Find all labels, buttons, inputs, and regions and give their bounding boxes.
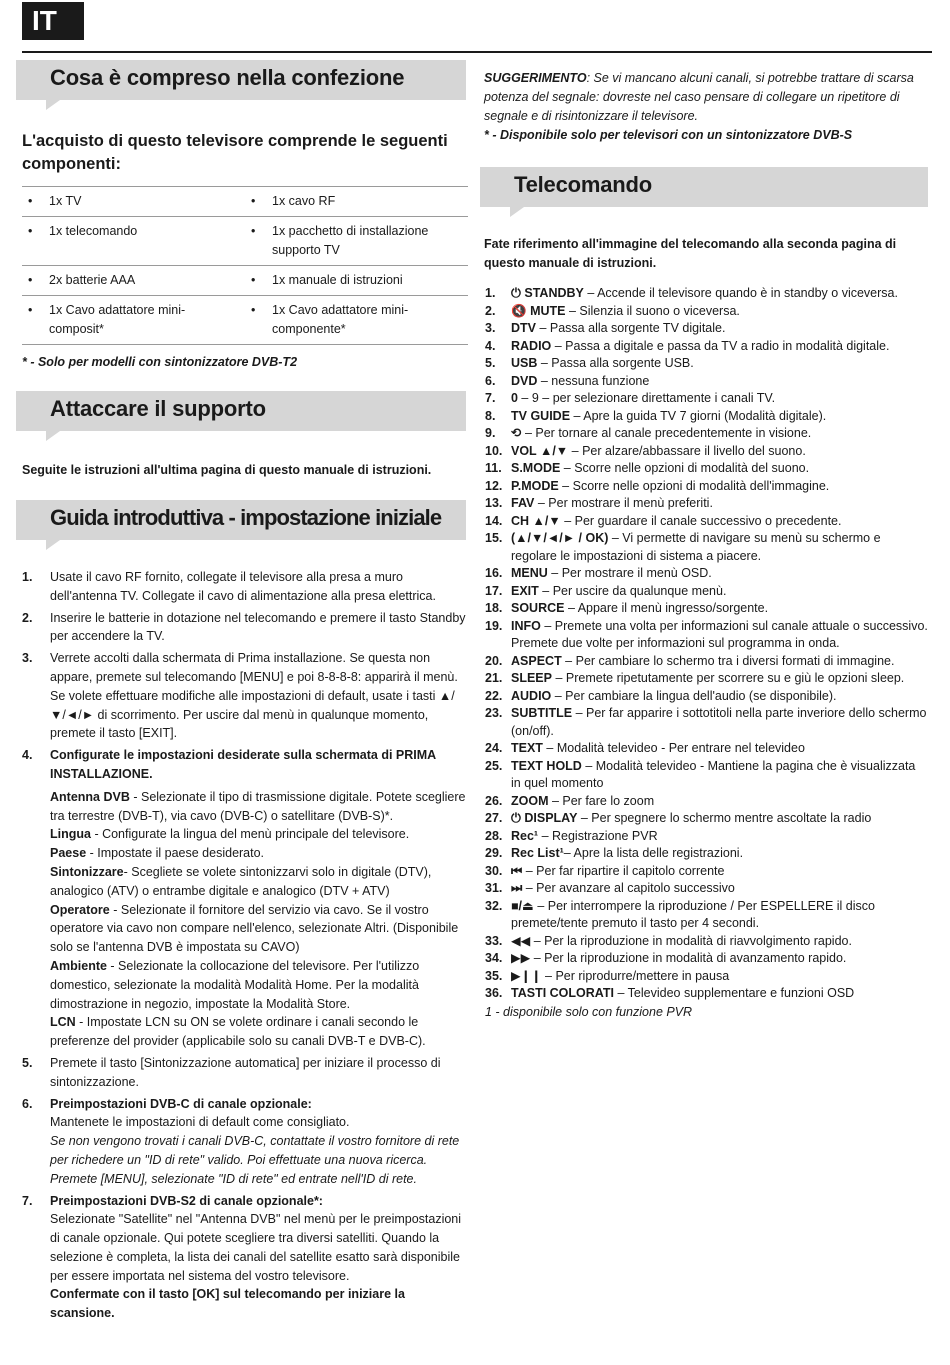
list-item: 6. Preimpostazioni DVB-C di canale opzionale: Mantenete le impostazioni di default come consigliato. Se non vengono trovati i canali DVB-C, contattate il vostro fornitore di rete per richedere un "ID di rete" valido. Poi effettuate una nuova ricerca. Premete [MENU], selezionate "ID di rete" ed entrate nell'ID di rete.	[22, 1096, 460, 1186]
remote-key-item: 7. 0 – 9 – per selezionare direttamente i canali TV.	[485, 391, 776, 405]
remote-key-icon: ◀◀	[511, 933, 531, 948]
remote-key-icon: ⏻	[511, 811, 521, 825]
remote-keys-list	[480, 285, 928, 1003]
remote-key-icon: ⏭	[511, 881, 523, 895]
table-row: • 1x Cavo adattatore mini-composit* • 1x Cavo adattatore mini-componente*	[22, 296, 468, 345]
left-column	[16, 60, 466, 1326]
table-row: • 2x batterie AAA • 1x manuale di istruzioni	[22, 266, 468, 296]
remote-key-icon: ■/⏏	[511, 898, 534, 913]
list-item: 2. Inserire le batterie in dotazione nel telecomando e premere il tasto Standby per accendere la TV.	[22, 610, 466, 644]
list-item: 5. Premete il tasto [Sintonizzazione automatica] per iniziare il processo di sintonizzazione.	[22, 1055, 441, 1089]
section-title: Cosa è compreso nella confezione	[50, 65, 405, 90]
box-note: * - Solo per modelli con sintonizzatore DVB-T2	[22, 355, 298, 369]
remote-key-item: 32. ■/⏏ – Per interrompere la riproduzione / Per ESPELLERE il disco premete/tente premuto il tasto per 4 secondi.	[485, 898, 875, 930]
box-lead: L'acquisto di questo televisore comprende le seguenti componenti:	[22, 132, 448, 173]
remote-key-icon: ⏻	[511, 286, 521, 300]
remote-key-item: 33. ◀◀ – Per la riproduzione in modalità di riavvolgimento rapido.	[480, 933, 928, 951]
remote-key-item: 12. P.MODE – Scorre nelle opzioni di modalità dell'immagine.	[485, 478, 830, 493]
remote-key-item: 20. ASPECT – Per cambiare lo schermo tra i diversi formati di immagine.	[485, 653, 895, 668]
remote-key-item: 24. TEXT – Modalità televideo - Per entrare nel televideo	[485, 741, 805, 755]
section-stand-header	[16, 391, 466, 431]
section-title: Attaccare il supporto	[50, 396, 266, 421]
remote-key-item: 28. Rec¹ – Registrazione PVR	[485, 828, 658, 843]
remote-key-item: 5. USB – Passa alla sorgente USB.	[485, 356, 694, 370]
remote-key-item: 1. ⏻ STANDBY – Accende il televisore quando è in standby o viceversa.	[480, 285, 928, 303]
remote-key-item: 23. SUBTITLE – Per far apparire i sottotitoli nella parte inveriore dello schermo (on/off).	[485, 706, 927, 738]
table-row: • 1x telecomando • 1x pacchetto di installazione supporto TV	[22, 217, 468, 266]
remote-key-item: 17. EXIT – Per uscire da qualunque menù.	[485, 583, 727, 598]
section-title: Guida introduttiva - impostazione iniziale	[50, 505, 442, 530]
remote-key-item: 26. ZOOM – Per fare lo zoom	[485, 793, 655, 808]
remote-key-item: 21. SLEEP – Premete ripetutamente per scorrere su e giù le opzioni sleep.	[485, 671, 905, 685]
remote-key-item: 8. TV GUIDE – Apre la guida TV 7 giorni (Modalità digitale).	[485, 408, 827, 423]
remote-key-item: 36. TASTI COLORATI – Televideo supplementare e funzioni OSD	[485, 986, 855, 1000]
section-box-header	[16, 60, 466, 100]
stand-text: Seguite le istruzioni all'ultima pagina di questo manuale di istruzioni.	[22, 463, 432, 477]
section-title: Telecomando	[514, 172, 652, 197]
remote-key-item: 25. TEXT HOLD – Modalità televideo - Mantiene la pagina che è visualizzata in quel momento	[485, 758, 916, 790]
remote-key-icon: ⏮	[511, 863, 523, 878]
list-item: 1. Usate il cavo RF fornito, collegate il televisore alla presa a muro dell'antenna TV. Collegate il cavo di alimentazione alla presa elettrica.	[22, 570, 436, 603]
remote-key-item: 11. S.MODE – Scorre nelle opzioni di modalità del suono.	[485, 461, 810, 475]
right-column	[480, 60, 928, 1019]
list-item: 3. Verrete accolti dalla schermata di Prima installazione. Se questa non appare, premete sul telecomando [MENU] e poi 8-8-8-8: apparirà il menù. Se volete effettuare modifiche alle impostazioni di default, usate i tasti ▲/▼/◄/► di scorrimento. Per uscire dal menù in qualunque momento, premete il tasto [EXIT].	[22, 651, 458, 741]
table-row: • 1x TV • 1x cavo RF	[22, 187, 468, 217]
remote-key-item: 30. ⏮ – Per far ripartire il capitolo corrente	[480, 863, 928, 881]
remote-key-item: 31. ⏭ – Per avanzare al capitolo successivo	[480, 880, 928, 898]
remote-key-item: 16. MENU – Per mostrare il menù OSD.	[485, 566, 712, 580]
setup-steps	[16, 568, 466, 1323]
remote-key-item: 15. (▲/▼/◄/► / OK) – Vi permette di navigare su menù su schermo e regolare le impostazioni di sistema a piacere.	[485, 531, 881, 563]
remote-key-item: 18. SOURCE – Appare il menù ingresso/sorgente.	[485, 601, 769, 615]
remote-key-item: 10. VOL ▲/▼ – Per alzare/abbassare il livello del suono.	[485, 443, 806, 458]
section-guide-header	[16, 500, 466, 540]
top-rule	[22, 51, 932, 53]
list-item: 7. Preimpostazioni DVB-S2 di canale opzionale*: Selezionate "Satellite" nel "Antenna DVB" nel menù per le preimpostazioni di canale opzionale. Qui potete scegliere tra diversi satelliti. Quando la selezione è completa, la lista dei canali del satellite esatto sarà disponibile per essere importata nel sistema del vostro televisore. Confermate con il tasto [OK] sul telecomando per iniziare la scansione.	[22, 1193, 462, 1321]
box-contents-table	[22, 186, 468, 345]
tip-paragraph: SUGGERIMENTO: Se vi mancano alcuni canali, si potrebbe trattare di scarsa potenza del segnale: dovreste nel caso pensare di collegare un ripetitore di segnale e di risintonizzare il televisore.	[484, 71, 914, 123]
remote-key-icon: ▶❙❙	[511, 968, 542, 983]
remote-key-item: 14. CH ▲/▼ – Per guardare il canale successivo o precedente.	[485, 513, 842, 528]
section-remote-header	[480, 167, 928, 207]
remote-key-icon: 🔇	[511, 303, 527, 318]
remote-key-item: 29. Rec List¹– Apre la lista delle registrazioni.	[485, 846, 744, 860]
remote-lead: Fate riferimento all'immagine del telecomando alla seconda pagina di questo manuale di istruzioni.	[484, 237, 897, 270]
tip-note: * - Disponibile solo per televisori con un sintonizzatore DVB-S	[484, 128, 853, 142]
language-badge: IT	[22, 2, 84, 40]
remote-key-item: 9. ⟲ – Per tornare al canale precedentemente in visione.	[480, 425, 928, 443]
remote-key-icon: ▶▶	[511, 951, 531, 965]
remote-key-item: 13. FAV – Per mostrare il menù preferiti.	[485, 496, 713, 510]
remote-key-item: 2. 🔇 MUTE – Silenzia il suono o viceversa.	[480, 303, 928, 321]
remote-key-item: 3. DTV – Passa alla sorgente TV digitale.	[485, 321, 726, 335]
remote-key-item: 19. INFO – Premete una volta per informazioni sul canale attuale o successivo. Premete due volte per informazioni sul programma in onda.	[485, 618, 928, 650]
remote-key-item: 35. ▶❙❙ – Per riprodurre/mettere in pausa	[480, 968, 928, 986]
remote-key-icon: ⟲	[511, 426, 522, 440]
remote-footnote: 1 - disponibile solo con funzione PVR	[485, 1004, 693, 1019]
remote-key-item: 34. ▶▶ – Per la riproduzione in modalità di avanzamento rapido.	[480, 950, 928, 968]
remote-key-item: 22. AUDIO – Per cambiare la lingua dell'audio (se disponibile).	[485, 688, 837, 703]
remote-key-item: 4. RADIO – Passa a digitale e passa da TV a radio in modalità digitale.	[485, 338, 890, 353]
remote-key-item: 6. DVD – nessuna funzione	[485, 373, 650, 388]
remote-key-item: 27. ⏻ DISPLAY – Per spegnere lo schermo mentre ascoltate la radio	[480, 810, 928, 828]
list-item: 4. Configurate le impostazioni desiderate sulla schermata di PRIMA INSTALLAZIONE. Antenna DVB - Selezionate il tipo di trasmissione digitale. Potete scegliere tra terrestre (DVB-T), via cavo (DVB-C) o satellitare (DVB-S)*. Lingua - Configurate la lingua del menù principale del televisore. Paese - Impostate il paese desiderato. Sintonizzare- Scegliete se volete sintonizzarvi solo in digitale (DTV), analogico (ATV) o entrambe digitale e analogico (DTV + ATV) Operatore - Selezionate il fornitore del servizio via cavo. Se il vostro operatore via cavo non compare nell'elenco, selezionate Altri. (Disponibile solo se l'antenna DVB è impostata su CAVO) Ambiente - Selezionate la collocazione del televisore. Per l'utilizzo domestico, selezionate la modalità Modalità Home. Per la modalità dimostrazione in negozio, impostate la Modalità Store. LCN - Impostate LCN su ON se volete ordinare i canali secondo le preferenze del provider (applicabile solo su canali DVB-T e DVB-C).	[16, 746, 466, 1051]
first-install-options: Antenna DVB - Selezionate il tipo di trasmissione digitale. Potete scegliere tra terrestre (DVB-T), via cavo (DVB-C) o satellitare (DVB-S)*. Lingua - Configurate la lingua del menù principale del televisore. Paese - Impostate il paese desiderato. Sintonizzare- Scegliete se volete sintonizzarvi solo in digitale (DTV), analogico (ATV) o entrambe digitale e analogico (DTV + ATV) Operatore - Selezionate il fornitore del servizio via cavo. Se il vostro operatore via cavo non compare nell'elenco, selezionate Altri. (Disponibile solo se l'antenna DVB è impostata su CAVO) Ambiente - Selezionate la collocazione del televisore. Per l'utilizzo domestico, selezionate la modalità Modalità Home. Per la modalità dimostrazione in negozio, impostate la Modalità Store. LCN - Impostate LCN su ON se volete ordinare i canali secondo le preferenze del provider (applicabile solo su canali DVB-T e DVB-C).	[50, 789, 466, 1049]
